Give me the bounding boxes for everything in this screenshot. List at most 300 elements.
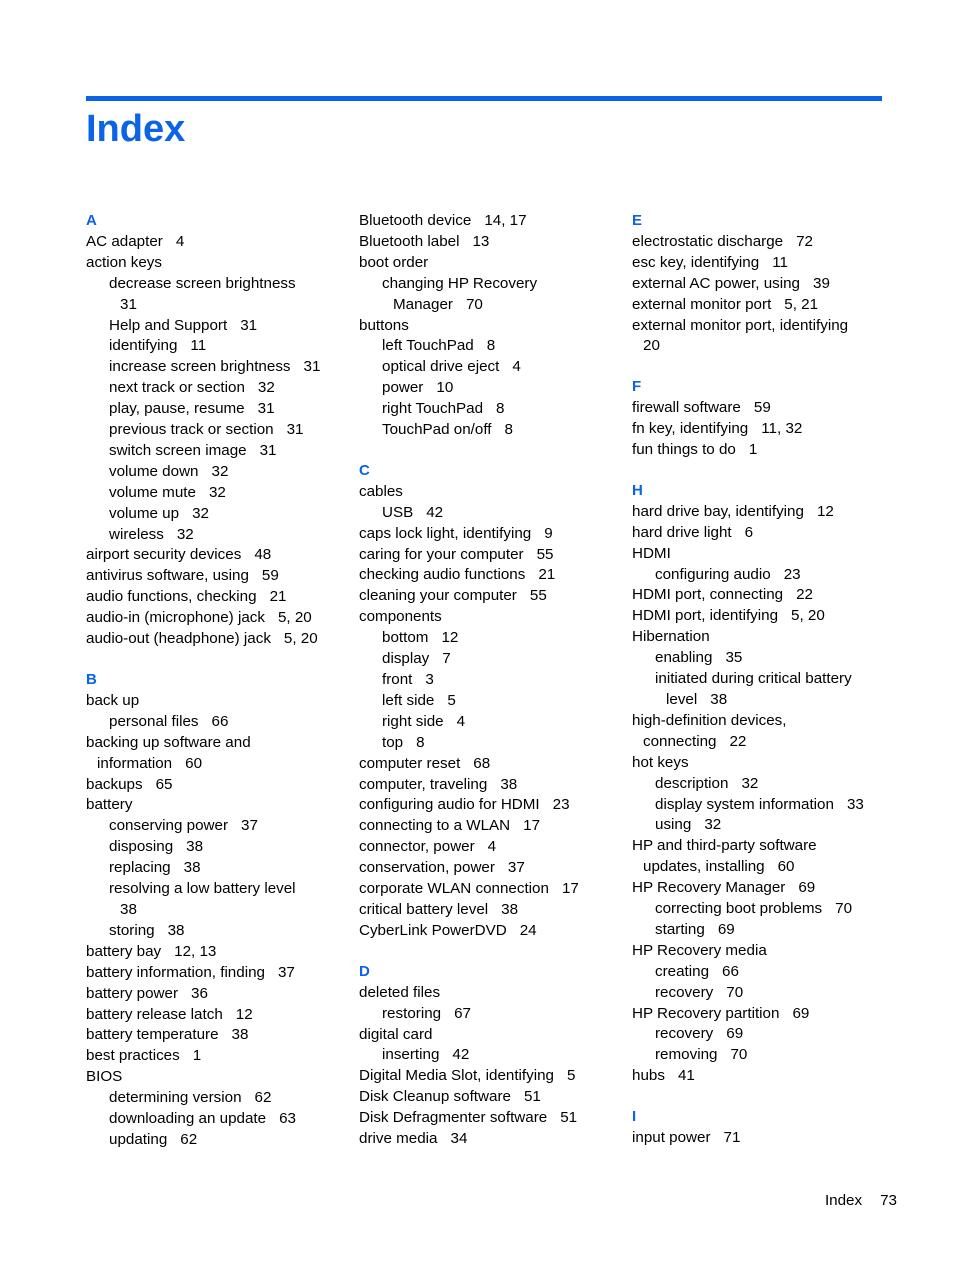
index-entry — [86, 795, 351, 816]
entry-term: computer, traveling — [359, 775, 488, 793]
entry-page-ref: 5 — [567, 1067, 576, 1085]
index-entry — [359, 1108, 624, 1129]
index-entry — [632, 627, 882, 648]
index-entry — [86, 879, 351, 900]
entry-term: electrostatic discharge — [632, 232, 784, 250]
entry-page-ref: 8 — [496, 400, 505, 418]
index-entry — [359, 211, 624, 232]
index-entry — [632, 1004, 882, 1025]
entry-term: correcting boot problems — [655, 900, 823, 918]
entry-page-ref: 63 — [279, 1110, 296, 1128]
entry-term: computer reset — [359, 754, 461, 772]
index-entry — [359, 775, 624, 796]
entry-term: action keys — [86, 253, 162, 271]
index-entry — [86, 316, 351, 337]
entry-term: Bluetooth label — [359, 232, 460, 250]
entry-page-ref: 41 — [677, 1067, 695, 1085]
entry-page-ref: 32 — [211, 462, 229, 480]
entry-term: BIOS — [86, 1068, 123, 1086]
index-entry — [632, 419, 882, 440]
entry-page-ref: 14, 17 — [484, 212, 527, 229]
entry-term: external monitor port, identifying — [632, 316, 849, 334]
entry-term: HP Recovery partition — [632, 1004, 780, 1022]
entry-term: battery temperature — [86, 1026, 219, 1044]
entry-page-ref: 38 — [231, 1026, 249, 1044]
entry-term: HP Recovery Manager — [632, 879, 786, 897]
entry-term: buttons — [359, 316, 409, 334]
index-section — [86, 670, 351, 1151]
index-entry — [632, 1066, 882, 1087]
entry-page-ref: 38 — [501, 900, 519, 918]
entry-term: boot order — [359, 253, 429, 271]
index-entry — [632, 983, 882, 1004]
entry-term: checking audio functions — [359, 566, 526, 584]
entry-term: external AC power, using — [632, 274, 801, 292]
entry-term: inserting — [382, 1046, 440, 1064]
index-entry — [86, 1025, 351, 1046]
index-entry — [86, 858, 351, 879]
entry-term: using — [655, 816, 692, 834]
entry-term: drive media — [359, 1130, 438, 1148]
index-column-1 — [86, 211, 351, 1171]
entry-page-ref: 21 — [538, 566, 556, 584]
index-entry — [359, 733, 624, 754]
entry-term: display — [382, 650, 430, 668]
entry-page-ref: 12 — [816, 502, 834, 520]
entry-term: external monitor port — [632, 295, 772, 313]
index-entry — [632, 253, 882, 274]
entry-term: firewall software — [632, 399, 741, 417]
entry-term: connecting — [643, 732, 717, 750]
entry-term: bottom — [382, 629, 429, 647]
entry-page-ref: 23 — [783, 565, 801, 583]
index-entry — [359, 795, 624, 816]
section-letter: I — [632, 1108, 637, 1126]
index-entry — [359, 482, 624, 503]
entry-term: left side — [382, 691, 435, 709]
entry-page-ref: 69 — [726, 1025, 744, 1043]
entry-page-ref: 32 — [192, 504, 209, 522]
index-entry — [86, 232, 351, 253]
index-entry — [359, 232, 624, 253]
entry-page-ref: 37 — [277, 963, 295, 981]
entry-term: USB — [382, 503, 414, 521]
index-entry — [86, 1130, 351, 1151]
index-entry — [359, 253, 624, 274]
entry-page-ref: 67 — [454, 1004, 471, 1022]
entry-term: fun things to do — [632, 441, 736, 459]
entry-term: fn key, identifying — [632, 420, 749, 438]
index-section — [632, 211, 882, 357]
entry-term: conservation, power — [359, 859, 495, 877]
entry-term: CyberLink PowerDVD — [359, 921, 507, 939]
entry-page-ref: 17 — [523, 817, 541, 835]
entry-term: volume down — [109, 462, 199, 480]
entry-term: Disk Defragmenter software — [359, 1109, 548, 1127]
index-column-2 — [359, 211, 624, 1170]
index-entry — [359, 1129, 624, 1150]
entry-term: description — [655, 774, 729, 792]
entry-term: backups — [86, 775, 143, 793]
section-letter: B — [86, 671, 97, 689]
entry-term: right TouchPad — [382, 400, 484, 418]
footer-label: Index — [824, 1192, 863, 1209]
entry-term: enabling — [655, 649, 713, 667]
entry-page-ref: 51 — [560, 1109, 578, 1127]
section-letter: H — [632, 481, 643, 499]
index-entry — [632, 232, 882, 253]
entry-page-ref: 5, 20 — [283, 630, 318, 648]
entry-term: battery — [86, 796, 133, 814]
index-entry — [632, 753, 882, 774]
entry-page-ref: 34 — [450, 1130, 468, 1148]
index-entry — [86, 253, 351, 274]
index-entry — [359, 1045, 624, 1066]
index-entry — [86, 984, 351, 1005]
entry-page-ref: 68 — [473, 754, 491, 772]
index-entry — [86, 754, 351, 775]
entry-page-ref: 8 — [504, 421, 513, 439]
entry-term: 31 — [120, 295, 137, 313]
index-entry — [632, 1045, 882, 1066]
entry-term: components — [359, 608, 442, 626]
index-entry — [359, 586, 624, 607]
entry-page-ref: 38 — [500, 775, 518, 793]
entry-term: backing up software and — [86, 733, 251, 751]
page-title: Index — [86, 108, 186, 150]
entry-page-ref: 69 — [798, 879, 816, 897]
entry-term: configuring audio — [655, 565, 771, 583]
entry-page-ref: 4 — [456, 712, 466, 730]
entry-page-ref: 32 — [208, 483, 226, 501]
entry-page-ref: 72 — [796, 232, 814, 250]
index-entry — [86, 378, 351, 399]
entry-term: digital card — [359, 1025, 433, 1043]
entry-term: removing — [655, 1046, 718, 1064]
entry-term: battery power — [86, 984, 179, 1002]
entry-term: hubs — [632, 1067, 665, 1085]
index-entry — [632, 962, 882, 983]
entry-term: audio-in (microphone) jack — [86, 609, 265, 627]
entry-term: replacing — [109, 859, 171, 877]
entry-term: volume up — [109, 504, 180, 522]
entry-term: power — [382, 379, 424, 397]
entry-page-ref: 31 — [240, 316, 258, 334]
index-entry — [632, 440, 882, 461]
index-entry — [632, 941, 882, 962]
entry-term: hard drive bay, identifying — [632, 502, 804, 520]
index-entry — [359, 1025, 624, 1046]
index-entry — [359, 295, 624, 316]
index-entry — [632, 669, 882, 690]
index-entry — [86, 295, 351, 316]
entry-term: left TouchPad — [382, 337, 474, 355]
index-entry — [632, 836, 882, 857]
index-entry — [86, 712, 351, 733]
index-entry — [86, 733, 351, 754]
index-entry — [359, 754, 624, 775]
index-entry — [359, 607, 624, 628]
entry-page-ref: 42 — [426, 503, 444, 521]
entry-page-ref: 55 — [536, 545, 554, 563]
entry-term: play, pause, resume — [109, 400, 245, 418]
entry-term: hard drive light — [632, 523, 732, 541]
index-entry — [86, 837, 351, 858]
entry-page-ref: 11 — [190, 337, 207, 355]
index-entry — [86, 357, 351, 378]
index-entry — [359, 316, 624, 337]
entry-term: identifying — [109, 337, 178, 355]
entry-term: initiated during critical battery — [655, 670, 852, 688]
entry-page-ref: 13 — [472, 232, 490, 250]
index-entry — [632, 274, 882, 295]
entry-term: storing — [109, 921, 155, 939]
index-entry — [86, 1109, 351, 1130]
entry-page-ref: 70 — [726, 983, 744, 1001]
index-entry — [359, 1087, 624, 1108]
entry-term: connector, power — [359, 838, 475, 856]
index-entry — [359, 649, 624, 670]
entry-term: level — [666, 690, 698, 708]
index-entry — [632, 398, 882, 419]
section-letter: A — [86, 212, 97, 229]
index-entry — [632, 316, 882, 337]
section-letter: E — [632, 212, 643, 229]
index-entry — [632, 585, 882, 606]
entry-page-ref: 59 — [261, 567, 279, 585]
entry-term: volume mute — [109, 483, 196, 501]
index-column-3 — [632, 211, 882, 1169]
index-entry — [86, 900, 351, 921]
entry-term: right side — [382, 712, 444, 730]
entry-term: corporate WLAN connection — [359, 880, 549, 898]
entry-page-ref: 62 — [254, 1089, 272, 1107]
index-entry — [86, 816, 351, 837]
section-letter: C — [359, 461, 370, 479]
entry-page-ref: 17 — [561, 880, 579, 898]
index-entry — [632, 878, 882, 899]
entry-page-ref: 48 — [254, 546, 272, 564]
entry-term: recovery — [655, 983, 714, 1001]
entry-term: updating — [109, 1130, 168, 1148]
index-entry — [359, 816, 624, 837]
entry-term: Hibernation — [632, 628, 710, 646]
entry-page-ref: 66 — [722, 962, 739, 980]
entry-term: Manager — [393, 295, 453, 313]
entry-page-ref: 12 — [441, 629, 459, 647]
index-entry — [86, 462, 351, 483]
entry-page-ref: 5 — [447, 691, 456, 709]
entry-term: caps lock light, identifying — [359, 524, 532, 542]
index-entry — [359, 1004, 624, 1025]
entry-term: battery release latch — [86, 1005, 223, 1023]
section-letter: D — [359, 962, 370, 980]
entry-page-ref: 55 — [529, 587, 547, 605]
index-entry — [632, 523, 882, 544]
index-entry — [359, 858, 624, 879]
index-entry — [86, 504, 351, 525]
entry-term: increase screen brightness — [109, 358, 291, 376]
index-entry — [632, 732, 882, 753]
index-section — [86, 211, 351, 650]
entry-page-ref: 12, 13 — [174, 942, 217, 960]
entry-page-ref: 59 — [753, 399, 771, 417]
entry-page-ref: 31 — [259, 441, 277, 459]
entry-page-ref: 4 — [512, 358, 521, 376]
entry-term: Digital Media Slot, identifying — [359, 1067, 555, 1085]
entry-page-ref: 70 — [730, 1046, 748, 1064]
index-entry — [86, 441, 351, 462]
entry-term: downloading an update — [109, 1110, 267, 1128]
entry-page-ref: 65 — [155, 775, 173, 793]
index-entry — [359, 712, 624, 733]
entry-term: personal files — [109, 712, 199, 730]
entry-page-ref: 37 — [241, 817, 258, 835]
entry-term: updates, installing — [643, 858, 765, 876]
index-entry — [359, 837, 624, 858]
index-entry — [359, 921, 624, 942]
index-entry — [359, 545, 624, 566]
index-section — [632, 377, 882, 461]
entry-page-ref: 22 — [729, 732, 747, 750]
index-section — [632, 481, 882, 1087]
entry-page-ref: 31 — [303, 358, 321, 376]
entry-term: changing HP Recovery — [382, 274, 538, 292]
entry-term: HP and third-party software — [632, 837, 817, 855]
entry-term: wireless — [109, 525, 164, 543]
title-rule — [86, 96, 882, 101]
entry-term: optical drive eject — [382, 358, 500, 376]
entry-page-ref: 38 — [710, 690, 728, 708]
entry-term: HP Recovery media — [632, 941, 767, 959]
index-entry — [359, 503, 624, 524]
entry-term: connecting to a WLAN — [359, 817, 511, 835]
index-entry — [86, 483, 351, 504]
index-entry — [86, 525, 351, 546]
index-entry — [359, 399, 624, 420]
entry-page-ref: 4 — [175, 232, 185, 250]
index-entry — [359, 879, 624, 900]
entry-page-ref: 6 — [744, 523, 754, 541]
entry-term: cleaning your computer — [359, 587, 517, 605]
entry-page-ref: 35 — [725, 649, 743, 667]
entry-page-ref: 42 — [452, 1046, 470, 1064]
index-entry — [359, 336, 624, 357]
entry-page-ref: 32 — [176, 525, 194, 543]
index-entry — [632, 295, 882, 316]
index-entry — [632, 502, 882, 523]
index-entry — [359, 378, 624, 399]
index-entry — [632, 815, 882, 836]
entry-term: decrease screen brightness — [109, 274, 296, 292]
index-entry — [632, 857, 882, 878]
entry-page-ref: 1 — [748, 441, 758, 459]
entry-page-ref: 3 — [425, 671, 434, 689]
entry-term: recovery — [655, 1025, 714, 1043]
index-entry — [359, 900, 624, 921]
entry-term: HDMI port, identifying — [632, 607, 779, 625]
index-section — [359, 211, 624, 441]
entry-page-ref: 8 — [486, 337, 496, 355]
section-letter: F — [632, 378, 642, 396]
entry-page-ref: 69 — [717, 920, 735, 938]
entry-term: information — [97, 754, 173, 772]
entry-term: next track or section — [109, 379, 245, 397]
entry-page-ref: 69 — [792, 1004, 810, 1022]
index-entry — [86, 274, 351, 295]
index-entry — [632, 565, 882, 586]
index-entry — [632, 711, 882, 732]
entry-term: hot keys — [632, 753, 689, 771]
entry-page-ref: 70 — [465, 295, 483, 313]
index-entry — [86, 399, 351, 420]
entry-page-ref: 12 — [235, 1005, 253, 1023]
entry-term: front — [382, 671, 413, 689]
entry-term: audio-out (headphone) jack — [86, 630, 271, 648]
entry-term: display system information — [655, 795, 834, 813]
index-entry — [632, 544, 882, 565]
index-entry — [86, 691, 351, 712]
entry-term: critical battery level — [359, 900, 489, 918]
entry-page-ref: 32 — [704, 816, 722, 834]
index-entry — [86, 420, 351, 441]
index-section — [632, 1107, 882, 1149]
entry-term: airport security devices — [86, 546, 242, 564]
page-number: 73 — [880, 1192, 897, 1209]
index-entry — [86, 921, 351, 942]
entry-term: AC adapter — [86, 232, 163, 250]
entry-term: 38 — [120, 900, 137, 918]
index-entry — [632, 920, 882, 941]
index-entry — [632, 795, 882, 816]
index-entry — [359, 420, 624, 441]
index-entry — [359, 691, 624, 712]
entry-page-ref: 22 — [796, 586, 814, 604]
entry-page-ref: 33 — [846, 795, 864, 813]
entry-term: conserving power — [109, 817, 229, 835]
entry-term: deleted files — [359, 983, 441, 1001]
index-entry — [632, 648, 882, 669]
index-entry — [632, 690, 882, 711]
index-entry — [86, 629, 351, 650]
entry-page-ref: 1 — [192, 1047, 202, 1065]
entry-term: caring for your computer — [359, 545, 524, 563]
index-entry — [359, 524, 624, 545]
entry-page-ref: 31 — [286, 421, 304, 439]
index-entry — [359, 357, 624, 378]
index-entry — [86, 775, 351, 796]
entry-term: back up — [86, 691, 140, 709]
index-section — [359, 461, 624, 942]
entry-page-ref: 31 — [257, 400, 275, 418]
entry-term: cables — [359, 482, 403, 500]
entry-term: battery bay — [86, 942, 162, 960]
index-entry — [632, 1024, 882, 1045]
index-entry — [86, 1067, 351, 1088]
entry-page-ref: 39 — [813, 274, 830, 292]
entry-term: switch screen image — [109, 441, 247, 459]
entry-term: restoring — [382, 1004, 442, 1022]
entry-page-ref: 38 — [167, 921, 185, 939]
entry-page-ref: 4 — [487, 838, 497, 856]
entry-term: HDMI — [632, 544, 671, 562]
index-entry — [86, 1088, 351, 1109]
entry-page-ref: 11 — [772, 253, 788, 271]
entry-page-ref: 32 — [257, 379, 275, 397]
entry-page-ref: 7 — [442, 650, 451, 668]
entry-page-ref: 32 — [741, 774, 759, 792]
index-entry — [86, 566, 351, 587]
